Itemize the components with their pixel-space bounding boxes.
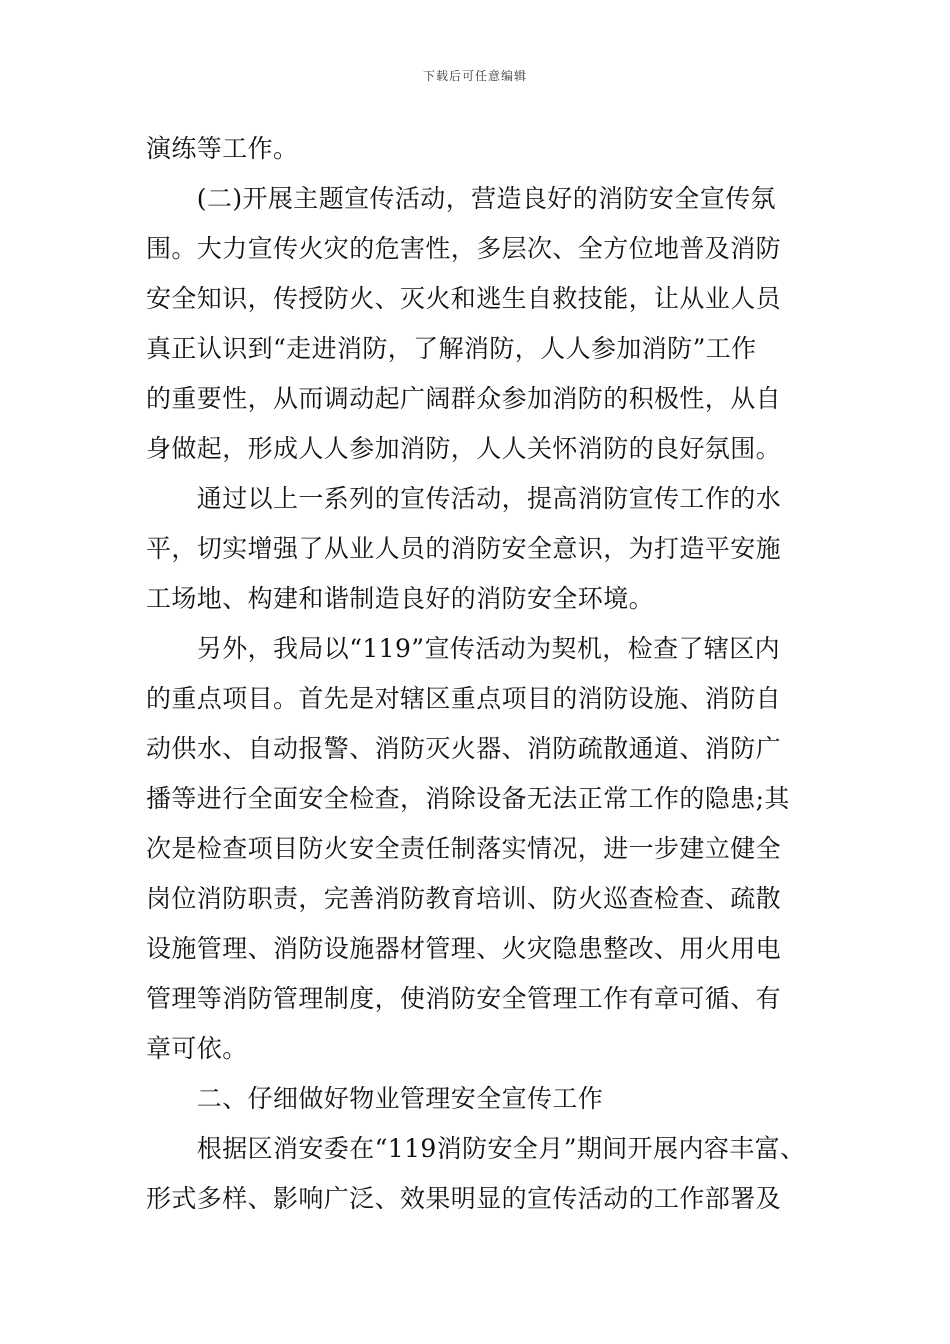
text-line: 章可依。	[146, 1034, 248, 1063]
text-line: 工场地、构建和谐制造良好的消防安全环境。	[146, 584, 655, 613]
text-line: 另外，我局以“119”宣传活动为契机，检查了辖区内	[146, 634, 781, 663]
document-body	[146, 124, 816, 1224]
text-line: 通过以上一系列的宣传活动，提高消防宣传工作的水	[146, 484, 782, 513]
text-line: 管理等消防管理制度，使消防安全管理工作有章可循、有	[146, 984, 782, 1013]
text-line: 安全知识，传授防火、灭火和逃生自救技能，让从业人员	[146, 284, 782, 313]
text-line: 设施管理、消防设施器材管理、火灾隐患整改、用火用电	[146, 934, 782, 963]
text-line: 身做起，形成人人参加消防，人人关怀消防的良好氛围。	[146, 434, 782, 463]
text-line: 播等进行全面安全检查，消除设备无法正常工作的隐患;其	[146, 784, 790, 813]
text-line: 次是检查项目防火安全责任制落实情况，进一步建立健全	[146, 834, 782, 863]
text-line: 的重点项目。首先是对辖区重点项目的消防设施、消防自	[146, 684, 782, 713]
text-line: 真正认识到“走进消防，了解消防，人人参加消防”工作	[146, 334, 757, 363]
text-line: 的重要性，从而调动起广阔群众参加消防的积极性，从自	[146, 384, 782, 413]
text-line: 动供水、自动报警、消防灭火器、消防疏散通道、消防广	[146, 734, 782, 763]
text-line: 围。大力宣传火灾的危害性，多层次、全方位地普及消防	[146, 234, 782, 263]
section-heading: 二、仔细做好物业管理安全宣传工作	[146, 1084, 604, 1113]
text-line: 根据区消安委在“119消防安全月”期间开展内容丰富、	[146, 1134, 806, 1163]
text-line: 形式多样、影响广泛、效果明显的宣传活动的工作部署及	[146, 1184, 782, 1213]
text-line: (二)开展主题宣传活动，营造良好的消防安全宣传氛	[146, 184, 776, 213]
text-line: 演练等工作。	[146, 134, 299, 163]
text-line: 岗位消防职责，完善消防教育培训、防火巡查检查、疏散	[146, 884, 782, 913]
text-line: 平，切实增强了从业人员的消防安全意识，为打造平安施	[146, 534, 782, 563]
header-note: 下载后可任意编辑	[422, 69, 527, 83]
